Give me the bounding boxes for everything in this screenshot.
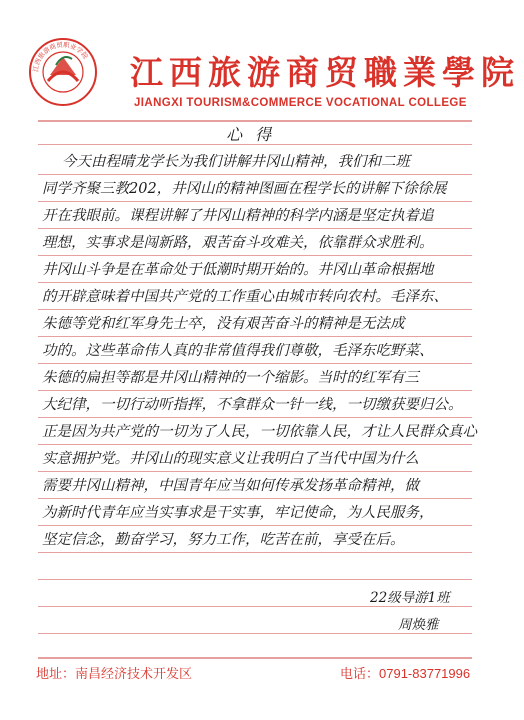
essay-line: 正是因为共产党的一切为了人民，一切依靠人民，才让人民群众真心 bbox=[42, 424, 477, 440]
ruled-line bbox=[38, 228, 472, 229]
school-name-en: JIANGXI TOURISM&COMMERCE VOCATIONAL COLLEGE bbox=[134, 97, 467, 109]
essay-line: 同学齐聚三教202，井冈山的精神图画在程学长的讲解下徐徐展 bbox=[42, 181, 447, 197]
footer-address: 地址：南昌经济技术开发区 bbox=[36, 666, 193, 681]
ruled-line bbox=[38, 309, 472, 310]
essay-line: 功的。这些革命伟人真的非常值得我们尊敬，毛泽东吃野菜、 bbox=[42, 343, 434, 359]
ruled-line bbox=[38, 525, 472, 526]
ruled-line bbox=[38, 444, 472, 445]
essay-line: 需要井冈山精神，中国青年应当如何传承发扬革命精神，做 bbox=[42, 478, 419, 494]
essay-line: 朱德的扁担等都是井冈山精神的一个缩影。当时的红军有三 bbox=[42, 370, 419, 386]
letterhead bbox=[0, 0, 524, 120]
essay-line: 为新时代青年应当实事求是干实事，牢记使命，为人民服务， bbox=[42, 505, 434, 521]
ruled-line bbox=[38, 390, 472, 391]
footer-phone: 电话：0791-83771996 bbox=[340, 666, 471, 681]
essay-line: 坚定信念，勤奋学习，努力工作，吃苦在前，享受在后。 bbox=[42, 532, 405, 548]
essay-title: 心 得 bbox=[226, 125, 276, 144]
school-name-cn: 江西旅游商贸職業學院 bbox=[130, 53, 520, 92]
ruled-line bbox=[38, 471, 472, 472]
ruled-line bbox=[38, 417, 472, 418]
essay-line: 的开辟意味着中国共产党的工作重心由城市转向农村。毛泽东、 bbox=[42, 289, 448, 305]
essay-line: 理想，实事求是闯新路，艰苦奋斗攻难关，依靠群众求胜利。 bbox=[42, 235, 434, 251]
ruled-line bbox=[38, 255, 472, 256]
ruled-line bbox=[38, 282, 472, 283]
essay-line: 今天由程晴龙学长为我们讲解井冈山精神，我们和二班 bbox=[62, 154, 410, 170]
essay-line: 大纪律，一切行动听指挥，不拿群众一针一线，一切缴获要归公。 bbox=[42, 397, 463, 413]
footer-divider bbox=[38, 657, 472, 659]
ruled-line bbox=[38, 579, 472, 580]
ruled-line bbox=[38, 336, 472, 337]
header-divider bbox=[38, 120, 472, 122]
essay-line: 井冈山斗争是在革命处于低潮时期开始的。井冈山革命根据地 bbox=[42, 262, 434, 278]
ruled-line bbox=[38, 363, 472, 364]
ruled-line bbox=[38, 498, 472, 499]
ruled-line bbox=[38, 201, 472, 202]
essay-line: 朱德等党和红军身先士卒，没有艰苦奋斗的精神是无法成 bbox=[42, 316, 405, 332]
essay-line: 实意拥护党。井冈山的现实意义让我明白了当代中国为什么 bbox=[42, 451, 419, 467]
class-name: 22级导游1班 bbox=[370, 590, 450, 606]
author-signature: 周焕雅 bbox=[398, 617, 439, 633]
emblem-ring-text: 江西旅游商贸职业学院 bbox=[31, 40, 90, 73]
ruled-line bbox=[38, 552, 472, 553]
essay-line: 开在我眼前。课程讲解了井冈山精神的科学内涵是坚定执着追 bbox=[42, 208, 434, 224]
college-emblem-icon bbox=[28, 37, 98, 107]
ruled-line bbox=[38, 174, 472, 175]
